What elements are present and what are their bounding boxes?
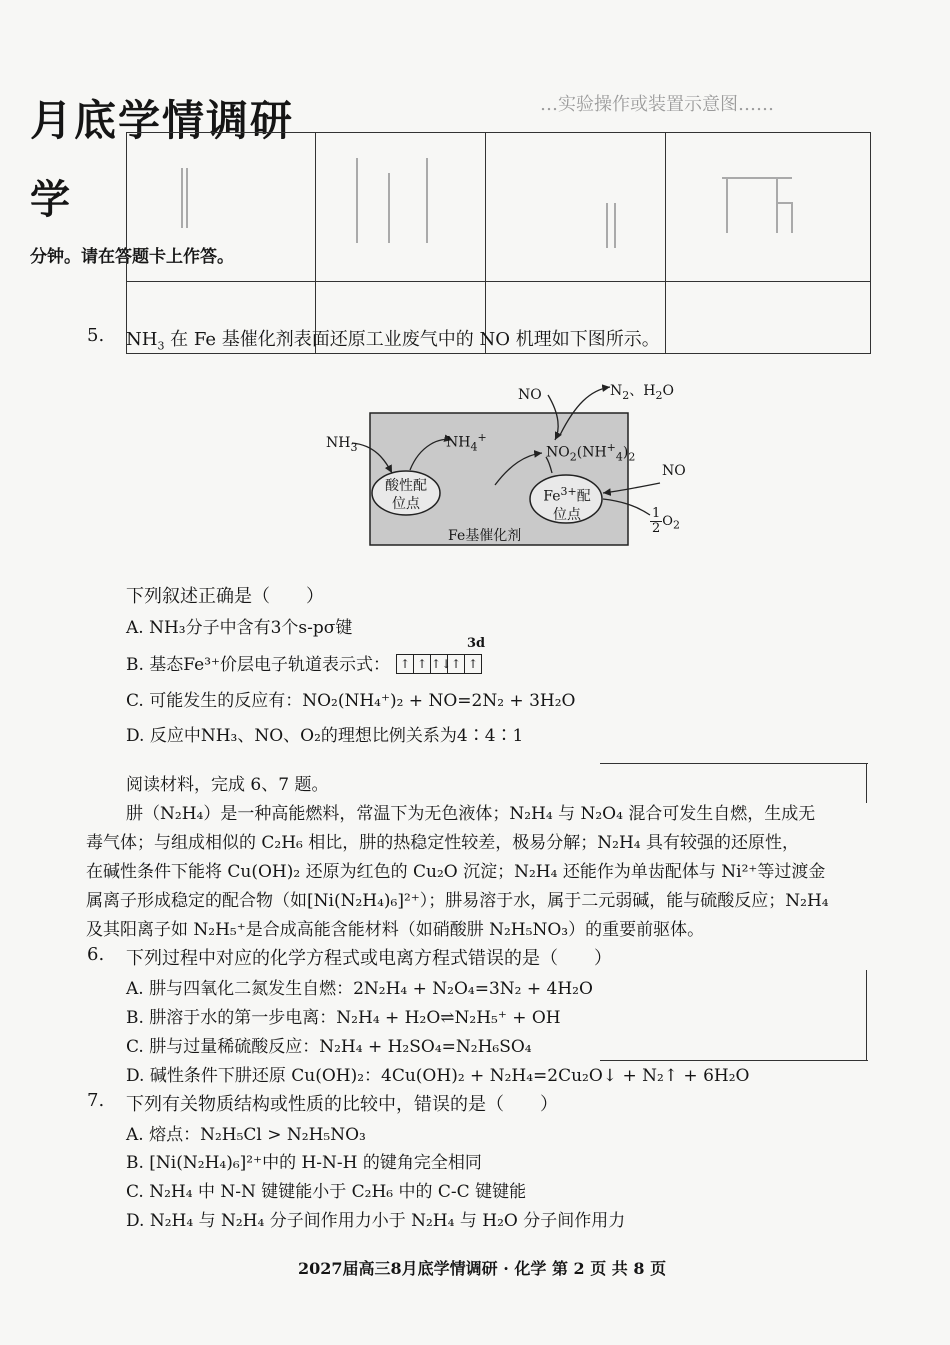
orbital-label-3d: 3d xyxy=(467,636,486,651)
bleed-line xyxy=(600,763,868,764)
reading-line: 属离子形成稳定的配合物（如[Ni(N₂H₄)₆]²⁺）；肼易溶于水，属于二元弱碱，能与硫酸反应；N₂H₄ xyxy=(86,891,829,911)
fe-site-label: $Fe^{3+}$配 位点 xyxy=(543,485,591,523)
q7-option-b: B. [Ni(N₂H₄)₆]²⁺中的 H-N-H 的键角完全相同 xyxy=(126,1153,482,1173)
q6-number: 6. xyxy=(87,944,105,965)
page-footer: 2027届高三8月底学情调研 · 化学 第 2 页 共 8 页 xyxy=(298,1259,667,1278)
q5-option-d: D. 反应中NH₃、NO、O₂的理想比例关系为4∶4∶1 xyxy=(126,726,524,746)
q6-option-c: C. 肼与过量稀硫酸反应：N₂H₄ + H₂SO₄=N₂H₆SO₄ xyxy=(126,1037,532,1057)
products-label: $N_2$、$H_2O$ xyxy=(610,383,674,402)
q6-option-a: A. 肼与四氧化二氮发生自燃：2N₂H₄ + N₂O₄=3N₂ + 4H₂O xyxy=(126,979,593,999)
subject-heading: 学 xyxy=(30,177,70,223)
q5-option-a: A. NH₃分子中含有3个s-pσ键 xyxy=(126,618,353,638)
q7-option-a: A. 熔点：N₂H₅Cl > N₂H₅NO₃ xyxy=(126,1125,366,1145)
q5-option-b: B. 基态Fe³⁺价层电子轨道表示式： ↑ ↑ ↑↓ ↑ ↑ xyxy=(126,650,482,676)
reading-line: 肼（N₂H₄）是一种高能燃料，常温下为无色液体；N₂H₄ 与 N₂O₄ 混合可发生自燃，生成无 xyxy=(126,804,816,824)
acid-site-label: 酸性配 位点 xyxy=(385,478,427,512)
nh3-label: $NH_3$ xyxy=(326,435,358,454)
q6-option-b: B. 肼溶于水的第一步电离：N₂H₄ + H₂O⇌N₂H₅⁺ + OH xyxy=(126,1008,561,1028)
bleed-line xyxy=(866,763,867,803)
apparatus-table xyxy=(126,132,871,354)
reading-line: 毒气体；与组成相似的 C₂H₆ 相比，肼的热稳定性较差，极易分解；N₂H₄ 具有较强的还原性， xyxy=(86,833,800,853)
q5-number: 5. xyxy=(87,325,105,346)
mechanism-diagram xyxy=(320,375,700,550)
q6-stem: 下列过程中对应的化学方程式或电离方程式错误的是（ ） xyxy=(126,948,612,969)
half-o2-label: $\frac{1}{2}$ $O_2$ xyxy=(652,506,680,536)
faded-question-text: …实验操作或装置示意图…… xyxy=(540,94,774,115)
bleed-line xyxy=(866,970,867,1060)
no-top-label: NO xyxy=(518,387,542,403)
exam-note: 分钟。请在答题卡上作答。 xyxy=(30,247,234,267)
apparatus-sketches xyxy=(127,133,872,353)
reading-line: 及其阳离子如 N₂H₅⁺是合成高能含能材料（如硝酸肼 N₂H₅NO₃）的重要前驱体。 xyxy=(86,920,705,940)
reading-line: 在碱性条件下能将 Cu(OH)₂ 还原为红色的 Cu₂O 沉淀；N₂H₄ 还能作为单齿配体与 Ni²⁺等过渡金 xyxy=(86,862,826,882)
intermediate-label: $NO_2(NH^+_4)_2$ xyxy=(546,441,636,464)
nh4-label: $NH_4^+$ xyxy=(446,431,487,454)
catalyst-label: Fe基催化剂 xyxy=(448,528,522,544)
q7-number: 7. xyxy=(87,1090,105,1111)
q5-stem: $NH_3$ 在 Fe 基催化剂表面还原工业废气中的 NO 机理如下图所示。 xyxy=(126,329,660,353)
page-title: 月底学情调研 xyxy=(30,96,295,145)
reading-intro: 阅读材料，完成 6、7 题。 xyxy=(126,775,329,795)
q5-option-c: C. 可能发生的反应有：NO₂(NH₄⁺)₂ + NO=2N₂ + 3H₂O xyxy=(126,691,576,711)
q7-option-d: D. N₂H₄ 与 N₂H₄ 分子间作用力小于 N₂H₄ 与 H₂O 分子间作用力 xyxy=(126,1211,626,1231)
q5-ask: 下列叙述正确是（ ） xyxy=(126,586,324,607)
no-right-label: NO xyxy=(662,463,686,479)
q7-stem: 下列有关物质结构或性质的比较中，错误的是（ ） xyxy=(126,1094,558,1115)
q7-option-c: C. N₂H₄ 中 N-N 键键能小于 C₂H₆ 中的 C-C 键键能 xyxy=(126,1182,527,1202)
orbital-diagram: ↑ ↑ ↑↓ ↑ ↑ xyxy=(396,654,482,674)
q6-option-d: D. 碱性条件下肼还原 Cu(OH)₂：4Cu(OH)₂ + N₂H₄=2Cu₂O↓ + N₂↑ + 6H₂O xyxy=(126,1066,750,1086)
